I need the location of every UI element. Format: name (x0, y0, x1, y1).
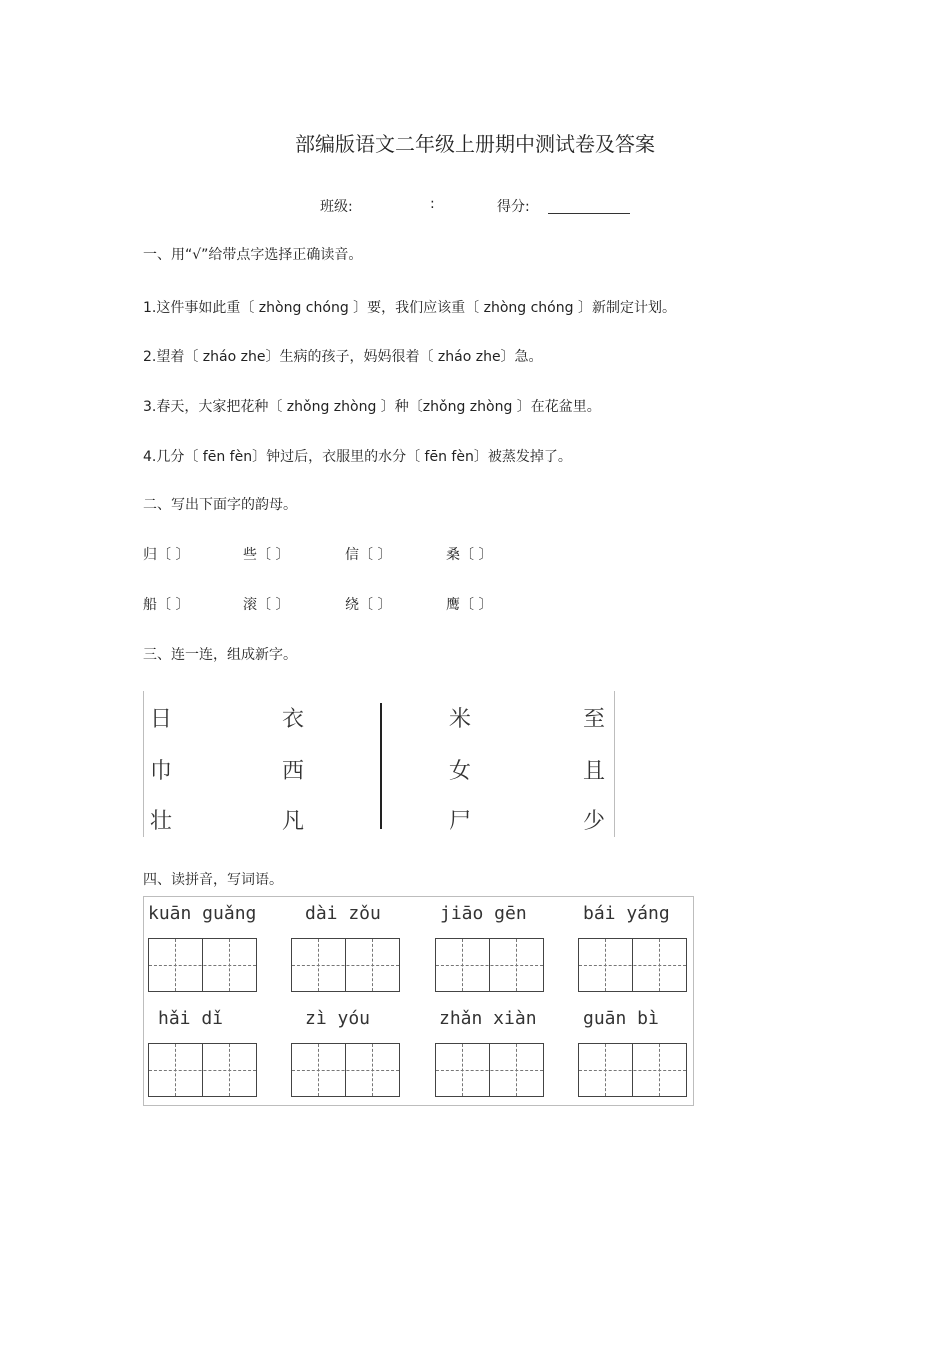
q3-heading: 三、连一连，组成新字。 (143, 647, 297, 663)
writing-grid[interactable] (291, 1043, 400, 1097)
q3-char[interactable]: 凡 (282, 809, 305, 834)
score-blank[interactable] (548, 198, 630, 214)
score-label: 得分: (497, 199, 530, 215)
q3-char[interactable]: 西 (282, 759, 305, 784)
writing-grid[interactable] (291, 938, 400, 992)
q4-heading: 四、读拼音，写词语。 (143, 872, 283, 888)
pinyin-label: kuān guǎng (148, 903, 257, 924)
pinyin-label: guān bì (583, 1008, 659, 1029)
q3-matching-box (143, 691, 615, 837)
pinyin-label: bái yáng (583, 903, 670, 924)
q2-item: 信〔 〕 (345, 547, 392, 563)
q3-char[interactable]: 且 (583, 759, 606, 784)
pinyin-label: jiāo gēn (440, 903, 527, 924)
q2-item: 滚〔 〕 (243, 597, 290, 613)
q1-heading: 一、用“√”给带点字选择正确读音。 (143, 247, 363, 263)
q2-item: 船〔 〕 (143, 597, 190, 613)
q2-item: 桑〔 〕 (446, 547, 493, 563)
writing-grid[interactable] (435, 1043, 544, 1097)
pinyin-label: zhǎn xiàn (439, 1008, 537, 1029)
class-label: 班级: (320, 199, 353, 215)
q2-item: 些〔 〕 (243, 547, 290, 563)
pinyin-label: dài zǒu (305, 903, 381, 924)
q3-char[interactable]: 米 (449, 707, 472, 732)
q1-item-3: 3.春天，大家把花种〔 zhǒng zhòng 〕种〔zhǒng zhòng 〕在花盆里。 (143, 399, 601, 415)
writing-grid[interactable] (578, 1043, 687, 1097)
q3-char[interactable]: 至 (583, 707, 606, 732)
q3-char[interactable]: 壮 (150, 809, 173, 834)
writing-grid[interactable] (148, 938, 257, 992)
q3-char[interactable]: 尸 (449, 809, 472, 834)
q1-item-1: 1.这件事如此重〔 zhòng chóng 〕要，我们应该重〔 zhòng chóng 〕新制定计划。 (143, 300, 676, 316)
pinyin-label: hǎi dǐ (158, 1008, 224, 1029)
q1-item-4: 4.几分〔 fēn fèn〕钟过后，衣服里的水分〔 fēn fèn〕被蒸发掉了。 (143, 449, 572, 465)
q3-char[interactable]: 日 (150, 707, 173, 732)
writing-grid[interactable] (578, 938, 687, 992)
q3-char[interactable]: 女 (449, 759, 472, 784)
name-label: : (430, 196, 435, 212)
q1-item-2: 2.望着〔 zháo zhe〕生病的孩子，妈妈很着〔 zháo zhe〕急。 (143, 349, 543, 365)
pinyin-label: zì yóu (305, 1008, 371, 1029)
q2-heading: 二、写出下面字的韵母。 (143, 497, 297, 513)
q2-item: 归〔 〕 (143, 547, 190, 563)
writing-grid[interactable] (435, 938, 544, 992)
writing-grid[interactable] (148, 1043, 257, 1097)
q3-char[interactable]: 巾 (150, 759, 173, 784)
q3-char[interactable]: 少 (583, 809, 606, 834)
q3-char[interactable]: 衣 (282, 707, 305, 732)
q2-item: 绕〔 〕 (345, 597, 392, 613)
q2-item: 鹰〔 〕 (446, 597, 493, 613)
q3-divider (380, 703, 382, 829)
page-title: 部编版语文二年级上册期中测试卷及答案 (295, 132, 655, 156)
